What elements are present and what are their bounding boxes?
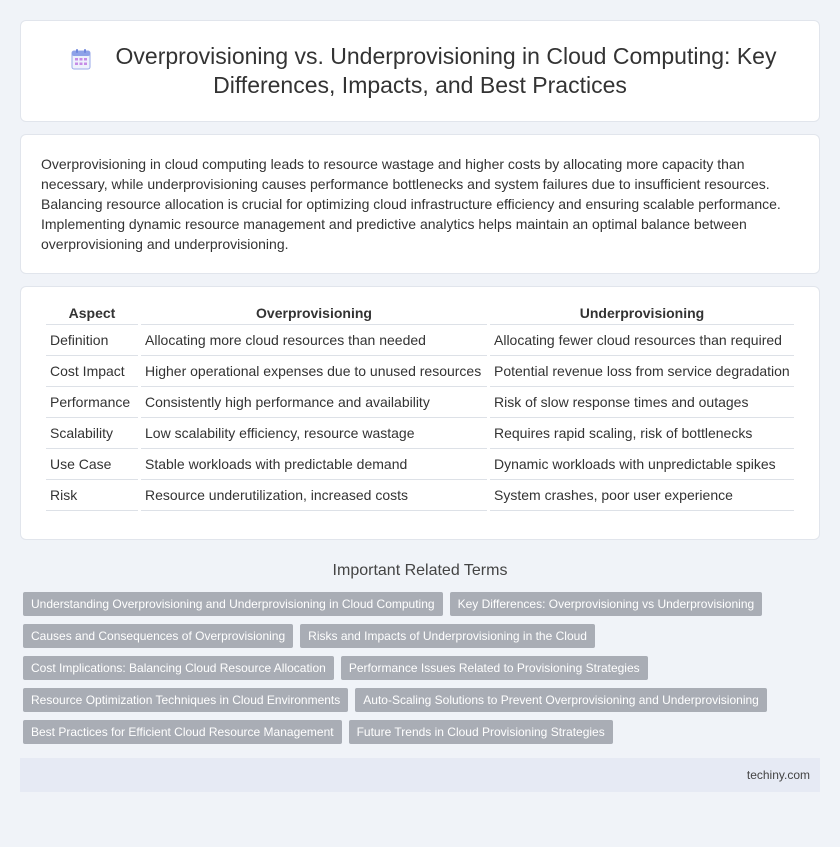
header-overprovisioning: Overprovisioning: [141, 301, 487, 325]
table-cell: Dynamic workloads with unpredictable spikes: [490, 449, 794, 480]
related-term-tag[interactable]: Cost Implications: Balancing Cloud Resource Allocation: [23, 656, 334, 680]
related-term-tag[interactable]: Future Trends in Cloud Provisioning Strategies: [349, 720, 613, 744]
footer-brand-link[interactable]: techiny.com: [746, 768, 810, 782]
table-cell: Consistently high performance and availability: [141, 387, 487, 418]
table-cell: Requires rapid scaling, risk of bottlenecks: [490, 418, 794, 449]
related-terms-section: [0, 562, 840, 744]
related-term-tag[interactable]: Understanding Overprovisioning and Underprovisioning in Cloud Computing: [23, 592, 443, 616]
table-row: [46, 449, 794, 480]
table-cell: Performance: [46, 387, 138, 418]
header-underprovisioning: Underprovisioning: [490, 301, 794, 325]
table-cell: Potential revenue loss from service degradation: [490, 356, 794, 387]
table-cell: Scalability: [46, 418, 138, 449]
table-cell: Stable workloads with predictable demand: [141, 449, 487, 480]
footer: [20, 758, 820, 792]
table-cell: Cost Impact: [46, 356, 138, 387]
related-terms-title: Important Related Terms: [332, 562, 508, 579]
table-cell: Use Case: [46, 449, 138, 480]
table-header-row: [46, 301, 794, 325]
header-aspect: Aspect: [46, 301, 138, 325]
table-cell: Higher operational expenses due to unused resources: [141, 356, 487, 387]
intro-card: [20, 134, 820, 274]
table-cell: Risk: [46, 480, 138, 511]
related-term-tag[interactable]: Causes and Consequences of Overprovisioning: [23, 624, 293, 648]
calendar-icon: [71, 48, 91, 70]
title-card: [20, 20, 820, 122]
comparison-table: [43, 301, 797, 511]
table-cell: Allocating fewer cloud resources than required: [490, 325, 794, 356]
table-row: [46, 418, 794, 449]
table-row: [46, 325, 794, 356]
related-term-tag[interactable]: Risks and Impacts of Underprovisioning in the Cloud: [300, 624, 595, 648]
related-terms-list: [20, 592, 820, 744]
related-term-tag[interactable]: Auto-Scaling Solutions to Prevent Overprovisioning and Underprovisioning: [355, 688, 767, 712]
table-cell: Resource underutilization, increased costs: [141, 480, 487, 511]
table-cell: System crashes, poor user experience: [490, 480, 794, 511]
related-term-tag[interactable]: Best Practices for Efficient Cloud Resource Management: [23, 720, 342, 744]
table-cell: Allocating more cloud resources than needed: [141, 325, 487, 356]
table-row: [46, 480, 794, 511]
intro-paragraph: Overprovisioning in cloud computing leads to resource wastage and higher costs by allocating more capacity than necessary, while underprovisioning causes performance bottlenecks and system failures due to insufficient resources. Balancing resource allocation is crucial for optimizing cloud infrastructure efficiency and ensuring scalable performance. Implementing dynamic resource management and predictive analytics helps maintain an optimal balance between overprovisioning and underprovisioning.: [41, 156, 781, 252]
comparison-table-card: [20, 286, 820, 540]
table-row: [46, 356, 794, 387]
title-wrap: [51, 42, 789, 100]
related-term-tag[interactable]: Key Differences: Overprovisioning vs Underprovisioning: [450, 592, 763, 616]
table-row: [46, 387, 794, 418]
table-cell: Definition: [46, 325, 138, 356]
related-term-tag[interactable]: Resource Optimization Techniques in Cloud Environments: [23, 688, 348, 712]
related-term-tag[interactable]: Performance Issues Related to Provisioning Strategies: [341, 656, 648, 680]
table-cell: Risk of slow response times and outages: [490, 387, 794, 418]
table-cell: Low scalability efficiency, resource wastage: [141, 418, 487, 449]
page-title: Overprovisioning vs. Underprovisioning in Cloud Computing: Key Differences, Impacts, and Best Practices: [115, 43, 777, 98]
